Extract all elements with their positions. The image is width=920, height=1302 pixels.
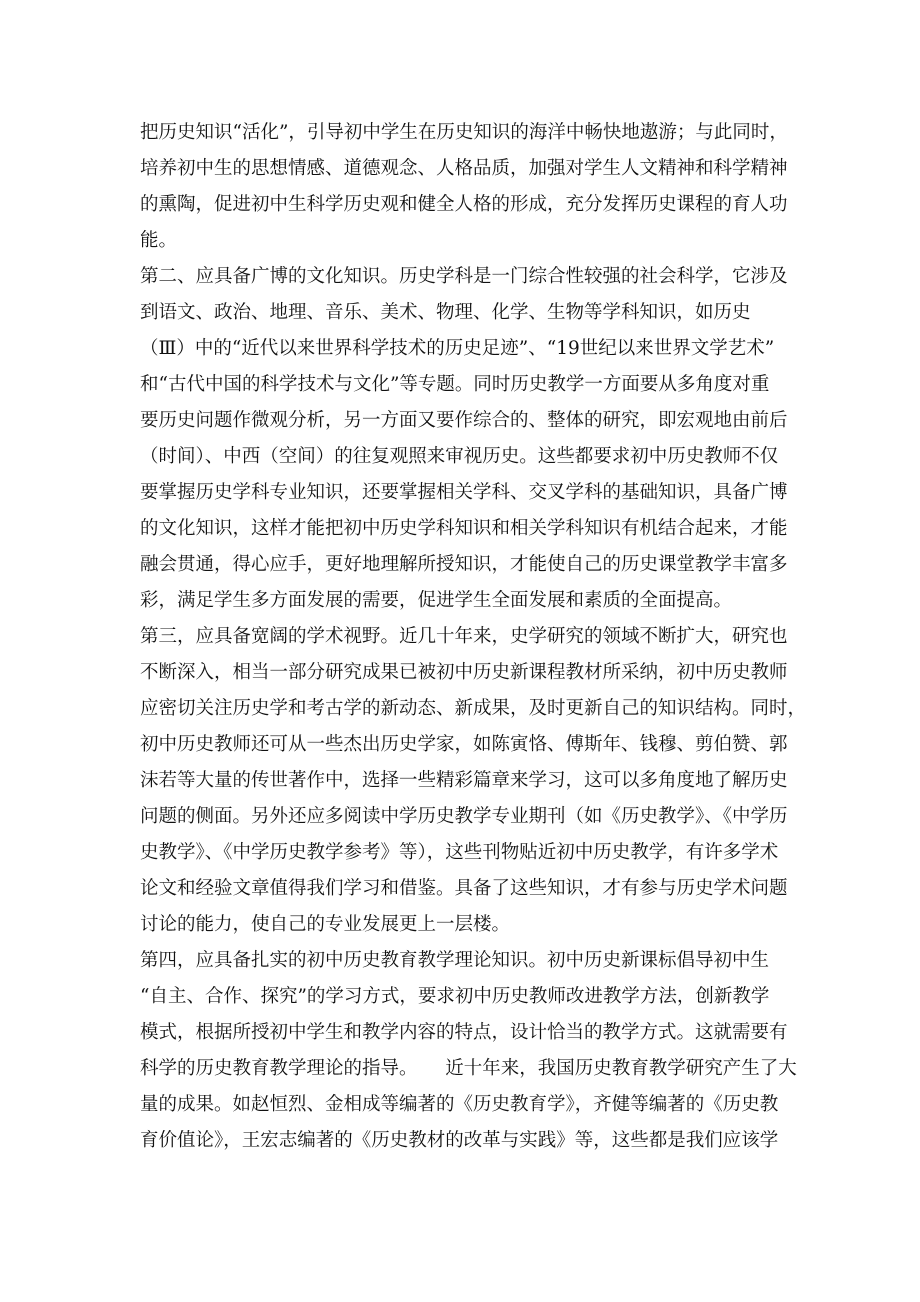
text-line: 的文化知识，这样才能把初中历史学科知识和相关学科知识有机结合起来，才能 — [140, 518, 788, 539]
text-line: 和“古代中国的科学技术与文化”等专题。同时历史教学一方面要从多角度对重 — [140, 374, 770, 395]
text-line: 第二、应具备广博的文化知识。历史学科是一门综合性较强的社会科学，它涉及 — [140, 266, 788, 287]
text-line: 到语文、政治、地理、音乐、美术、物理、化学、生物等学科知识，如历史 — [140, 302, 751, 323]
text-line: 不断深入，相当一部分研究成果已被初中历史新课程教材所采纳，初中历史教师 — [140, 662, 788, 683]
text-line: 彩，满足学生多方面发展的需要，促进学生全面发展和素质的全面提高。 — [140, 590, 733, 611]
text-line: 论文和经验文章值得我们学习和借鉴。具备了这些知识，才有参与历史学术问题 — [140, 878, 788, 899]
text-line: 讨论的能力，使自己的专业发展更上一层楼。 — [140, 914, 511, 935]
text-line: （时间）、中西（空间）的往复观照来审视历史。这些都要求初中历史教师不仅 — [140, 446, 779, 467]
text-line: 培养初中生的思想情感、道德观念、人格品质，加强对学生人文精神和科学精神 — [140, 158, 788, 179]
text-line: 的熏陶，促进初中生科学历史观和健全人格的形成，充分发挥历史课程的育人功 — [140, 194, 788, 215]
text-line: 应密切关注历史学和考古学的新动态、新成果，及时更新自己的知识结构。同时， — [140, 698, 807, 719]
text-line: 把历史知识“活化”，引导初中学生在历史知识的海洋中畅快地遨游；与此同时， — [140, 122, 788, 143]
text-line: 量的成果。如赵恒烈、金相成等编著的《历史教育学》，齐健等编著的《历史教 — [140, 1094, 779, 1115]
text-line: 要掌握历史学科专业知识，还要掌握相关学科、交叉学科的基础知识，具备广博 — [140, 482, 788, 503]
text-line: （Ⅲ）中的“近代以来世界科学技术的历史足迹”、“19世纪以来世界文学艺术” — [140, 338, 775, 359]
text-line: 要历史问题作微观分析，另一方面又要作综合的、整体的研究，即宏观地由前后 — [140, 410, 788, 431]
text-line: 融会贯通，得心应手，更好地理解所授知识，才能使自己的历史课堂教学丰富多 — [140, 554, 788, 575]
text-line: 沫若等大量的传世著作中，选择一些精彩篇章来学习，这可以多角度地了解历史 — [140, 770, 788, 791]
text-line: 科学的历史教育教学理论的指导。 近十年来，我国历史教育教学研究产生了大 — [140, 1058, 797, 1079]
text-line: 第四，应具备扎实的初中历史教育教学理论知识。初中历史新课标倡导初中生 — [140, 950, 770, 971]
text-line: 问题的侧面。另外还应多阅读中学历史教学专业期刊（如《历史教学》、《中学历 — [140, 806, 788, 827]
text-line: 史教学》、《中学历史教学参考》等），这些刊物贴近初中历史教学，有许多学术 — [140, 842, 779, 863]
text-line: 模式，根据所授初中学生和教学内容的特点，设计恰当的教学方式。这就需要有 — [140, 1022, 788, 1043]
text-line: “自主、合作、探究”的学习方式，要求初中历史教师改进教学方法，创新教学 — [140, 986, 770, 1007]
text-line: 育价值论》，王宏志编著的《历史教材的改革与实践》等，这些都是我们应该学 — [140, 1130, 779, 1151]
text-line: 能。 — [140, 230, 178, 251]
text-line: 初中历史教师还可从一些杰出历史学家，如陈寅恪、傅斯年、钱穆、剪伯赞、郭 — [140, 734, 788, 755]
text-line: 第三，应具备宽阔的学术视野。近几十年来，史学研究的领域不断扩大，研究也 — [140, 626, 788, 647]
